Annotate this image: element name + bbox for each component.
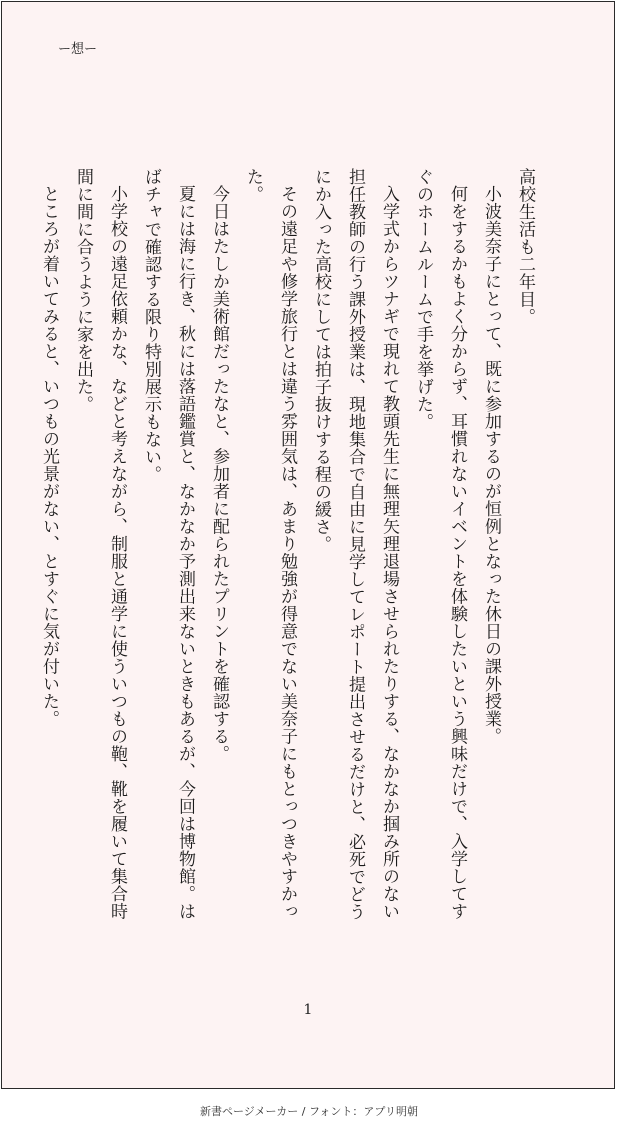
paragraph-5: その遠足や修学旅行とは違う雰囲気は、あまり勉強が得意でない美奈子にもとっつきやすかった。 — [243, 168, 297, 920]
footer-credit: 新書ページメーカー / フォント：アプリ明朝 — [200, 1105, 418, 1118]
chapter-header: ー想ー — [58, 42, 98, 57]
paragraph-9: ところが着いてみると、いつもの光景がない、とすぐに気が付いた。 — [39, 185, 59, 728]
paragraph-6: 今日はたしか美術館だったなと、参加者に配られたプリントを確認する。 — [209, 185, 229, 763]
paragraph-3: 何をするかもよく分からず、耳慣れないイベントを体験したいという興味だけで、入学してすぐのホームルームで手を挙げた。 — [413, 168, 467, 920]
paragraph-2: 小波美奈子にとって、既に参加するのが恒例となった休日の課外授業。 — [481, 185, 501, 745]
paragraph-7: 夏には海に行き、秋には落語鑑賞と、なかなか予測出来ないときもあるが、今回は博物館。はばチャで確認する限り特別展示もない。 — [141, 168, 195, 920]
paragraph-1: 高校生活も二年目。 — [515, 168, 535, 326]
paragraph-4: 入学式からツナギで現れて教頭先生に無理矢理退場させられたりする、なかなか掴み所のない担任教師の行う課外授業は、現地集合で自由に見学してレポート提出させるだけと、必死でどうにか入った高校にしては拍子抜けする程の緩さ。 — [311, 168, 399, 921]
page-number: 1 — [303, 1002, 313, 1018]
vertical-body-text — [32, 168, 542, 928]
manuscript-page — [1, 1, 615, 1089]
paragraph-8: 小学校の遠足依頼かな、などと考えながら、制服と通学に使ういつもの鞄、靴を履いて集合時間に間に合うように家を出た。 — [73, 168, 127, 920]
